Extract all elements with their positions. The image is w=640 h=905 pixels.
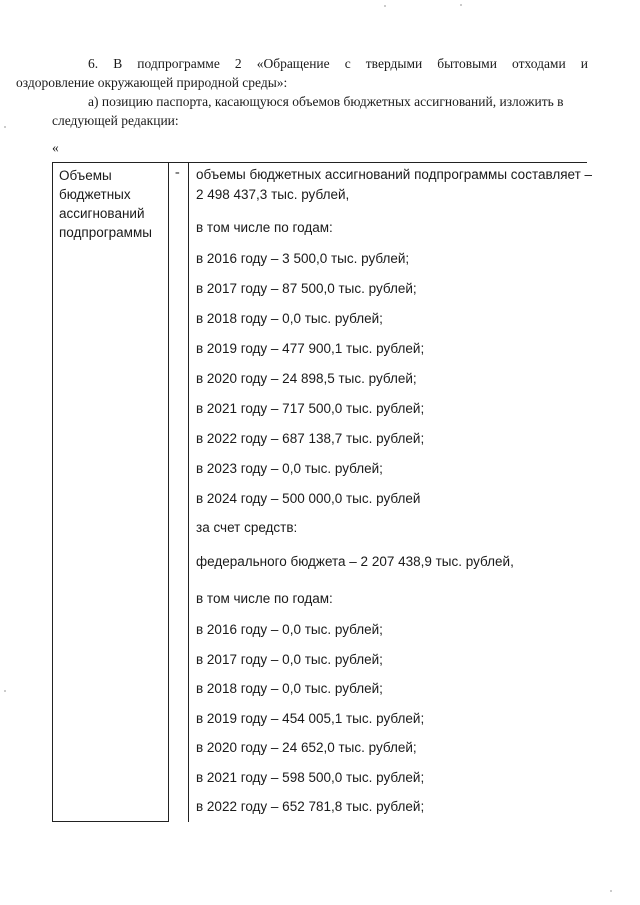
year-row: в 2017 году – 87 500,0 тыс. рублей; <box>196 281 417 296</box>
scan-speck <box>4 690 6 692</box>
item-6-paragraph <box>16 54 588 92</box>
funding-source-heading: за счет средств: <box>196 520 298 535</box>
year-row: в 2023 году – 0,0 тыс. рублей; <box>196 461 383 476</box>
year-row: в 2022 году – 652 781,8 тыс. рублей; <box>196 799 425 814</box>
year-row: в 2021 году – 598 500,0 тыс. рублей; <box>196 769 425 785</box>
scan-speck <box>460 4 462 6</box>
table-border-bottom <box>52 821 168 822</box>
scan-speck <box>4 126 6 128</box>
budget-table <box>52 162 593 822</box>
year-row: в 2020 году – 24 898,5 тыс. рублей; <box>196 371 417 386</box>
opening-quote-mark: « <box>52 140 59 155</box>
table-border-left <box>52 162 53 822</box>
federal-by-years-heading: в том числе по годам: <box>196 591 333 606</box>
year-row: в 2016 году – 0,0 тыс. рублей; <box>196 622 383 637</box>
item-6-line-1: 6. В подпрограмме 2 «Обращение с твердыми бытовыми отходами и <box>88 56 588 71</box>
item-6-line-2: оздоровление окружающей природной среды»: <box>16 75 288 90</box>
total-line-1: объемы бюджетных ассигнований подпрограммы составляет – <box>196 167 593 182</box>
year-row: в 2017 году – 0,0 тыс. рублей; <box>196 651 383 667</box>
label-line: Объемы <box>59 168 112 183</box>
label-line: бюджетных <box>59 187 131 202</box>
label-line: ассигнований <box>59 206 145 221</box>
scan-speck <box>384 5 386 7</box>
label-cell <box>59 166 169 242</box>
by-years-heading: в том числе по годам: <box>196 220 333 235</box>
year-row: в 2021 году – 717 500,0 тыс. рублей; <box>196 401 425 416</box>
year-row: в 2022 году – 687 138,7 тыс. рублей; <box>196 431 425 446</box>
item-a-paragraph: а) позицию паспорта, касающуюся объемов бюджетных ассигнований, изложить в следующей редакции: <box>52 94 564 128</box>
total-line-2: 2 498 437,3 тыс. рублей, <box>196 187 350 202</box>
scan-speck <box>610 890 612 892</box>
federal-budget-line: федерального бюджета – 2 207 438,9 тыс. рублей, <box>196 554 514 569</box>
year-row: в 2019 году – 454 005,1 тыс. рублей; <box>196 710 425 726</box>
year-row: в 2018 году – 0,0 тыс. рублей; <box>196 681 383 696</box>
year-row: в 2018 году – 0,0 тыс. рублей; <box>196 311 383 326</box>
year-row: в 2020 году – 24 652,0 тыс. рублей; <box>196 740 417 755</box>
year-row: в 2019 году – 477 900,1 тыс. рублей; <box>196 341 425 356</box>
table-border-top <box>52 162 587 163</box>
table-border-col2 <box>188 162 189 822</box>
label-line: подпрограммы <box>59 225 152 240</box>
year-row: в 2016 году – 3 500,0 тыс. рублей; <box>196 251 410 266</box>
dash-cell: - <box>175 165 180 180</box>
table-border-col1 <box>168 162 169 822</box>
year-row: в 2024 году – 500 000,0 тыс. рублей <box>196 491 421 506</box>
